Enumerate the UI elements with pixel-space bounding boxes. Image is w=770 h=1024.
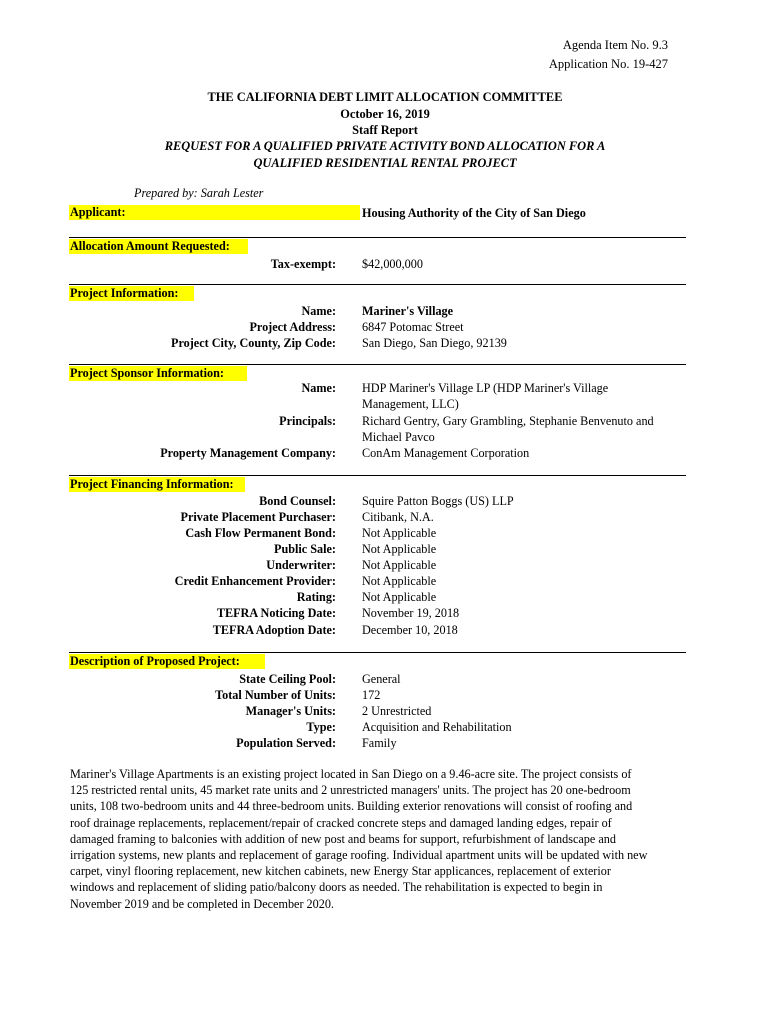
public-sale-value: Not Applicable [362, 542, 437, 556]
paragraph-line: roof drainage replacements, replacement/repair of cracked concrete steps and damaged landing edges, repair of [70, 815, 612, 830]
allocation-heading: Allocation Amount Requested: [69, 239, 248, 254]
bond-counsel-label: Bond Counsel: [259, 494, 336, 508]
cash-flow-bond-value: Not Applicable [362, 526, 437, 540]
paragraph-line: windows and replacement of sliding patio/balcony doors as needed. The rehabilitation is expected to begin in [70, 880, 603, 895]
project-description-paragraph [70, 766, 690, 912]
divider [69, 364, 686, 365]
tefra-noticing-value: November 19, 2018 [362, 606, 460, 620]
state-ceiling-pool-value: General [362, 672, 401, 686]
committee-title: THE CALIFORNIA DEBT LIMIT ALLOCATION COMMITTEE [207, 90, 563, 104]
project-info-heading: Project Information: [69, 286, 194, 301]
population-served-value: Family [362, 736, 397, 750]
report-type: Staff Report [352, 123, 418, 137]
property-management-value: ConAm Management Corporation [362, 446, 530, 460]
paragraph-line: units, 108 two-bedroom units and 44 three-bedroom units. Building exterior renovations will consist of roofing and [70, 799, 633, 814]
total-units-label: Total Number of Units: [215, 688, 336, 702]
paragraph-line: Mariner's Village Apartments is an existing project located in San Diego on a 9.46-acre site. The project consists of [70, 767, 632, 781]
applicant-value: Housing Authority of the City of San Diego [362, 206, 586, 220]
principals-value-1: Richard Gentry, Gary Grambling, Stephanie Benvenuto and [362, 414, 654, 428]
paragraph-line: irrigation systems, new plants and replacement of garage roofing. Individual apartment units will be updated with new [70, 848, 648, 863]
sponsor-name-label: Name: [301, 381, 336, 395]
paragraph-line: 125 restricted rental units, 45 market rate units and 2 unrestricted managers' units. The project has 20 one-bedroom [70, 783, 631, 798]
property-management-label: Property Management Company: [160, 446, 336, 460]
underwriter-value: Not Applicable [362, 558, 437, 572]
paragraph-line: November 2019 and be completed in December 2020. [70, 896, 334, 911]
request-title-text-2: QUALIFIED RESIDENTIAL RENTAL PROJECT [253, 156, 517, 170]
type-label: Type: [306, 720, 336, 734]
type-value: Acquisition and Rehabilitation [362, 720, 512, 734]
project-city-value: San Diego, San Diego, 92139 [362, 336, 507, 350]
divider [69, 237, 686, 238]
credit-enhancement-label: Credit Enhancement Provider: [174, 574, 336, 588]
project-address-label: Project Address: [249, 320, 336, 334]
bond-counsel-value: Squire Patton Boggs (US) LLP [362, 494, 514, 508]
managers-units-value: 2 Unrestricted [362, 704, 432, 718]
sponsor-name-value-1: HDP Mariner's Village LP (HDP Mariner's Village [362, 381, 609, 395]
divider [69, 652, 686, 653]
application-number: Application No. 19-427 [548, 57, 668, 71]
principals-label: Principals: [279, 414, 336, 428]
prepared-by: Prepared by: Sarah Lester [134, 186, 264, 200]
project-name-label: Name: [301, 304, 336, 318]
public-sale-label: Public Sale: [274, 542, 336, 556]
tax-exempt-value: $42,000,000 [362, 257, 423, 271]
project-name-value: Mariner's Village [362, 304, 454, 318]
tefra-adoption-label: TEFRA Adoption Date: [212, 623, 336, 637]
credit-enhancement-value: Not Applicable [362, 574, 437, 588]
project-address-value: 6847 Potomac Street [362, 320, 464, 334]
paragraph-line: damaged framing to balconies with addition of new post and beams for support, refurbishment of landscape and [70, 831, 616, 846]
financing-heading: Project Financing Information: [69, 477, 245, 492]
managers-units-label: Manager's Units: [245, 704, 336, 718]
request-title-line-1 [0, 138, 770, 155]
rating-value: Not Applicable [362, 590, 437, 604]
applicant-heading: Applicant: [69, 205, 360, 220]
agenda-item-number: Agenda Item No. 9.3 [562, 38, 668, 52]
request-title-line-2 [0, 155, 770, 172]
tefra-adoption-value: December 10, 2018 [362, 623, 458, 637]
divider [69, 475, 686, 476]
description-heading: Description of Proposed Project: [69, 654, 265, 669]
private-placement-value: Citibank, N.A. [362, 510, 434, 524]
report-date: October 16, 2019 [340, 107, 430, 121]
sponsor-name-value-2: Management, LLC) [362, 397, 459, 411]
rating-label: Rating: [296, 590, 336, 604]
principals-value-2: Michael Pavco [362, 430, 435, 444]
cash-flow-bond-label: Cash Flow Permanent Bond: [185, 526, 336, 540]
request-title-text-1: REQUEST FOR A QUALIFIED PRIVATE ACTIVITY BOND ALLOCATION FOR A [164, 139, 606, 153]
total-units-value: 172 [362, 688, 381, 702]
paragraph-line: carpet, vinyl flooring replacement, new kitchen cabinets, new Energy Star applicances, replacement of exterior [70, 864, 611, 879]
divider [69, 284, 686, 285]
underwriter-label: Underwriter: [266, 558, 336, 572]
tax-exempt-label: Tax-exempt: [270, 257, 336, 271]
private-placement-label: Private Placement Purchaser: [180, 510, 336, 524]
population-served-label: Population Served: [236, 736, 336, 750]
project-city-label: Project City, County, Zip Code: [171, 336, 336, 350]
state-ceiling-pool-label: State Ceiling Pool: [239, 672, 336, 686]
tefra-noticing-label: TEFRA Noticing Date: [216, 606, 336, 620]
sponsor-heading: Project Sponsor Information: [69, 366, 247, 381]
